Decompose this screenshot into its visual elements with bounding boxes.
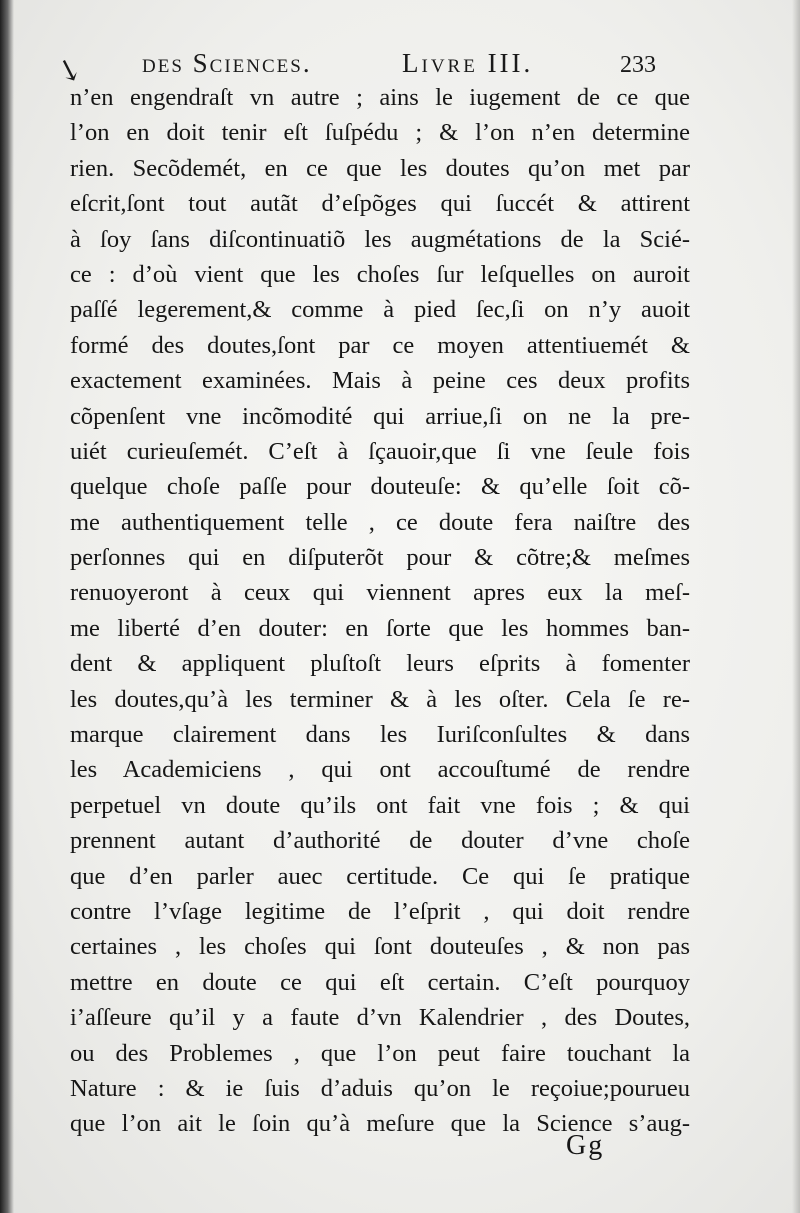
book-number: Livre III. (402, 48, 534, 78)
text-line: n’en engendraſt vn autre ; ains le iugement de ce que (70, 84, 690, 111)
text-line: mettre en doute ce qui eſt certain. C’eſt pourquoy (70, 968, 690, 996)
text-line: l’on en doit tenir eſt ſuſpédu ; & l’on n’en determine (70, 119, 690, 147)
text-line: me authentiquement telle , ce doute fera naiſtre des (70, 508, 690, 536)
text-line: que l’on ait le ſoin qu’à meſure que la Science s’aug- (70, 1110, 690, 1138)
text-line: certaines , les choſes qui ſont douteuſes , & non pas (70, 933, 690, 961)
text-line: marque clairement dans les Iuriſconſultes & dans (70, 721, 690, 749)
ornament-icon: ↘ (51, 50, 86, 91)
text-line: me liberté d’en douter: en ſorte que les hommes ban- (70, 614, 690, 642)
text-line: perſonnes qui en diſputerõt pour & cõtre;& meſmes (70, 544, 690, 572)
text-line: paſſé legerement,& comme à pied ſec,ſi on n’y auoit (70, 296, 690, 324)
text-line: contre l’vſage legitime de l’eſprit , qui doit rendre (70, 897, 690, 925)
text-line: perpetuel vn doute qu’ils ont fait vne fois ; & qui (70, 791, 690, 819)
page-number: 233 (620, 52, 656, 78)
text-line: exactement examinées. Mais à peine ces deux profits (70, 367, 690, 395)
text-line: prennent autant d’authorité de douter d’vne choſe (70, 827, 690, 855)
running-title: des Sciences. (142, 48, 312, 78)
text-line: formé des doutes,ſont par ce moyen attentiuemét & (70, 331, 690, 359)
text-line: les doutes,qu’à les terminer & à les oſter. Cela ſe re- (70, 685, 690, 713)
text-line: Nature : & ie ſuis d’aduis qu’on le reçoiue;pourueu (70, 1074, 690, 1102)
text-line: ce : d’où vient que les choſes ſur leſquelles on auroit (70, 260, 690, 288)
text-line: eſcrit,ſont tout autãt d’eſpõges qui ſuccét & attirent (70, 190, 690, 218)
text-line: rien. Secõdemét, en ce que les doutes qu’on met par (70, 154, 690, 182)
text-line: les Academiciens , qui ont accouſtumé de rendre (70, 756, 690, 784)
text-line: renuoyeront à ceux qui viennent apres eux la meſ- (70, 579, 690, 607)
text-line: i’aſſeure qu’il y a faute d’vn Kalendrier , des Doutes, (70, 1004, 690, 1032)
text-line: à ſoy ſans diſcontinuatiõ les augmétations de la Scié- (70, 225, 690, 253)
running-header (51, 46, 672, 91)
text-line: quelque choſe paſſe pour douteuſe: & qu’elle ſoit cõ- (70, 473, 690, 501)
body-text (70, 80, 690, 1142)
text-line: uiét curieuſemét. C’eſt à ſçauoir,que ſi vne ſeule fois (70, 437, 690, 465)
text-line: ou des Problemes , que l’on peut faire touchant la (70, 1039, 690, 1067)
signature-mark: Gg (566, 1130, 605, 1161)
text-line: que d’en parler auec certitude. Ce qui ſe pratique (70, 862, 690, 890)
text-line: dent & appliquent pluſtoſt leurs eſprits à fomenter (70, 650, 690, 678)
text-line: cõpenſent vne incõmodité qui arriue,ſi on ne la pre- (70, 402, 690, 430)
